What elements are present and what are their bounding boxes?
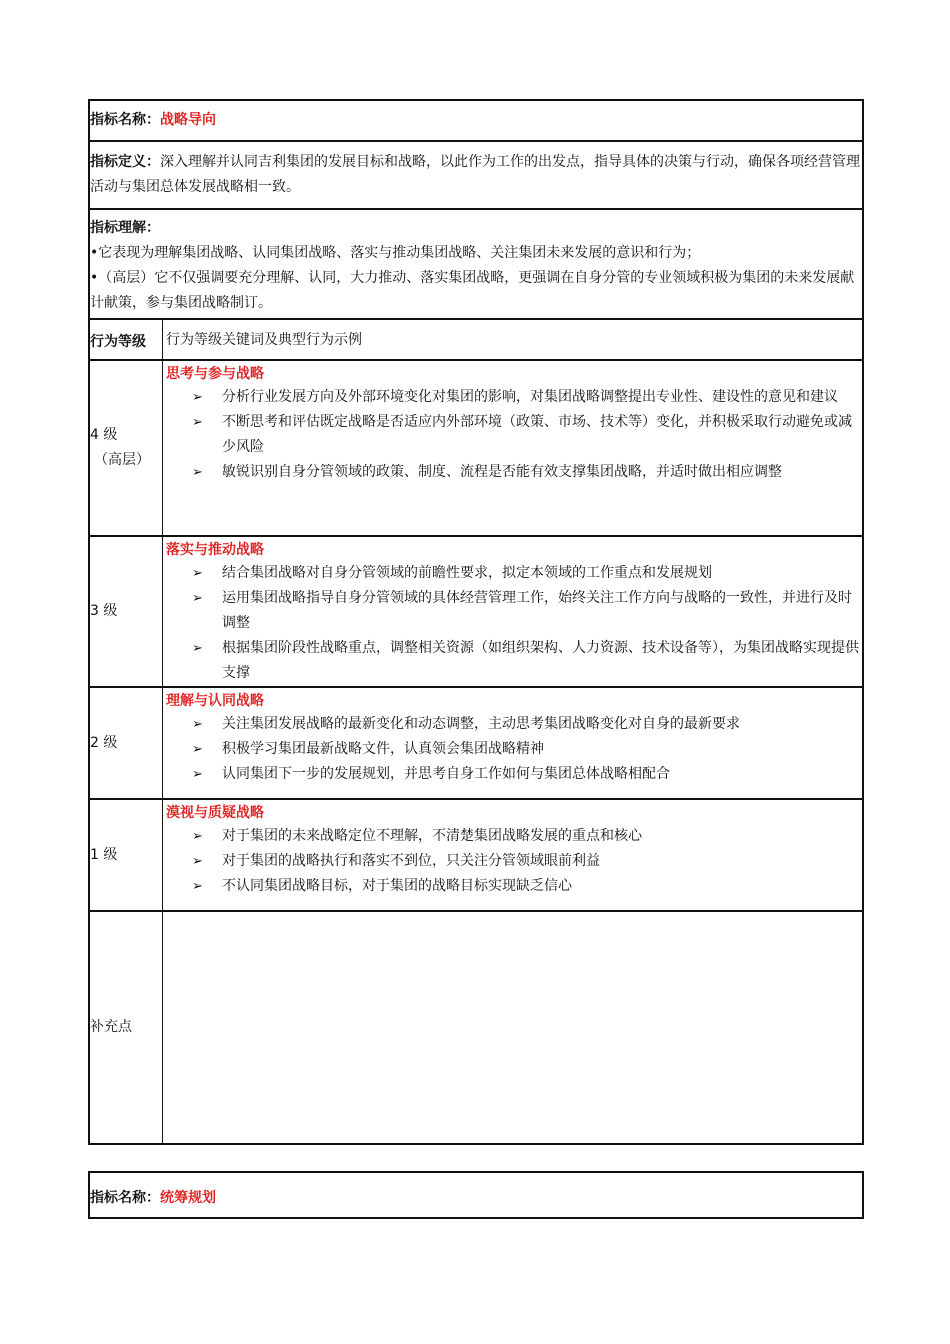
level-number: 2 级 [90,734,118,751]
supplement-label: 补充点 [90,1019,132,1035]
arrow-bullet-icon: ➢ [192,415,203,430]
list-item: ➢ 敏锐识别自身分管领域的政策、制度、流程是否能有效支撑集团战略，并适时做出相应调整 [164,460,862,485]
arrow-bullet-icon: ➢ [192,767,203,782]
level-keyword: 理解与认同战略 [166,693,264,709]
arrow-bullet-icon: ➢ [192,465,203,480]
list-item: ➢ 认同集团下一步的发展规划，并思考自身工作如何与集团总体战略相配合 [164,762,862,787]
indicator-table-strategy [88,99,864,1145]
arrow-bullet-icon: ➢ [192,591,203,606]
arrow-bullet-icon: ➢ [192,829,203,844]
indicator-understanding-label: 指标理解： [90,220,160,236]
list-item: ➢ 分析行业发展方向及外部环境变化对集团的影响，对集团战略调整提出专业性、建设性的意见和建议 [164,385,862,410]
arrow-bullet-icon: ➢ [192,641,203,656]
behavior-header: 行为等级关键词及典型行为示例 [166,332,362,348]
behavior-list [164,385,862,485]
indicator-name-row [90,101,862,140]
level-keyword: 落实与推动战略 [166,542,264,558]
arrow-bullet-icon: ➢ [192,390,203,405]
indicator-definition-label: 指标定义： [90,154,160,170]
supplement-row [90,910,862,1143]
list-item: ➢ 关注集团发展战略的最新变化和动态调整，主动思考集团战略变化对自身的最新要求 [164,712,862,737]
level-sub: （高层） [94,452,150,468]
indicator-name-label: 指标名称： [90,1190,160,1206]
understanding-point-1: •它表现为理解集团战略、认同集团战略、落实与推动集团战略、关注集团未来发展的意识和行为； [90,245,701,261]
list-item: ➢ 根据集团阶段性战略重点，调整相关资源（如组织架构、人力资源、技术设备等），为集团战略实现提供支撑 [164,636,862,686]
list-item: ➢ 结合集团战略对自身分管领域的前瞻性要求，拟定本领域的工作重点和发展规划 [164,561,862,586]
level-number: 3 级 [90,603,118,619]
arrow-bullet-icon: ➢ [192,742,203,757]
level-row-3 [90,535,862,686]
level-header: 行为等级 [90,334,146,350]
arrow-bullet-icon: ➢ [192,566,203,581]
level-row-2 [90,686,862,798]
indicator-definition-row [90,140,862,208]
list-item: ➢ 运用集团战略指导自身分管领域的具体经营管理工作，始终关注工作方向与战略的一致性，并进行及时调整 [164,586,862,636]
indicator-definition-text: 深入理解并认同吉利集团的发展目标和战略，以此作为工作的出发点，指导具体的决策与行动，确保各项经营管理活动与集团总体发展战略相一致。 [90,154,860,195]
behavior-header-row [90,318,862,359]
indicator-name-value: 统筹规划 [160,1190,216,1206]
behavior-list [164,561,862,686]
indicator-understanding-row [90,208,862,318]
indicator-name-label: 指标名称： [90,112,160,128]
indicator-table-planning [88,1171,864,1219]
list-item: ➢ 不断思考和评估既定战略是否适应内外部环境（政策、市场、技术等）变化，并积极采取行动避免或减少风险 [164,410,862,460]
level-row-1 [90,798,862,910]
level-number: 4 级 [90,427,118,443]
list-item: ➢ 积极学习集团最新战略文件，认真领会集团战略精神 [164,737,862,762]
arrow-bullet-icon: ➢ [192,717,203,732]
behavior-list [164,712,862,787]
level-keyword: 漠视与质疑战略 [166,805,264,821]
indicator-name-value: 战略导向 [160,112,216,128]
level-number: 1 级 [90,846,118,863]
list-item: ➢ 不认同集团战略目标，对于集团的战略目标实现缺乏信心 [164,874,862,899]
arrow-bullet-icon: ➢ [192,879,203,894]
understanding-point-2: •（高层）它不仅强调要充分理解、认同，大力推动、落实集团战略，更强调在自身分管的专业领域积极为集团的未来发展献计献策，参与集团战略制订。 [90,270,855,311]
list-item: ➢ 对于集团的未来战略定位不理解，不清楚集团战略发展的重点和核心 [164,824,862,849]
behavior-list [164,824,862,899]
arrow-bullet-icon: ➢ [192,854,203,869]
level-keyword: 思考与参与战略 [166,366,264,382]
level-row-4 [90,359,862,535]
list-item: ➢ 对于集团的战略执行和落实不到位，只关注分管领域眼前利益 [164,849,862,874]
